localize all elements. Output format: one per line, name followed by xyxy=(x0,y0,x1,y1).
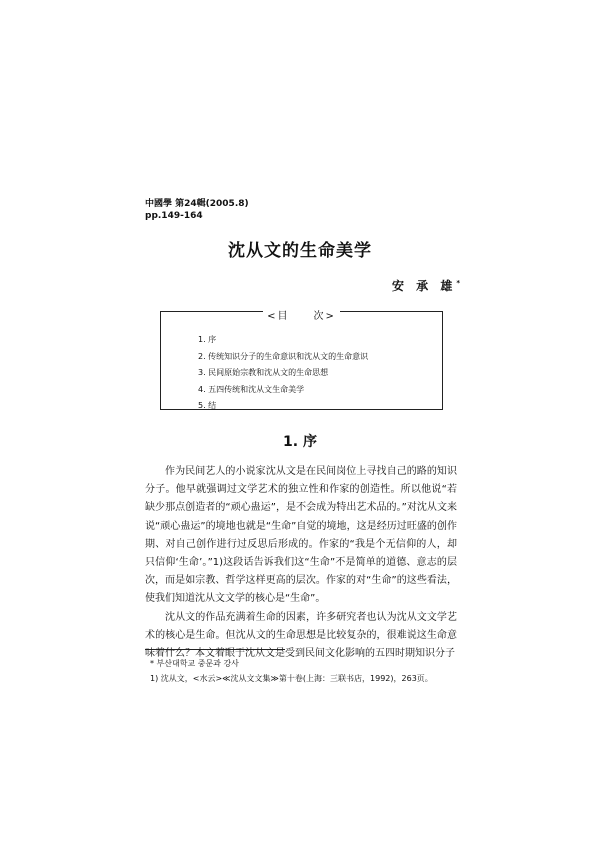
toc-heading-wrap xyxy=(161,304,442,323)
paragraph: 沈从文的作品充满着生命的因素，许多研究者也认为沈从文文学艺术的核心是生命。但沈从文的生命思想是比较复杂的，很难说这生命意味着什么？本文着眼于沈从文是受到民间文化影响的五四时期知识分子 xyxy=(145,611,457,660)
journal-volume: 中國學 第24輯(2005.8) xyxy=(145,199,249,209)
journal-pages: pp.149-164 xyxy=(145,211,203,221)
section-heading: 1. 序 xyxy=(283,434,317,450)
footnote-divider xyxy=(145,649,285,650)
toc-item: 4. 五四传统和沈从文生命美学 xyxy=(198,384,305,394)
footnote-affiliation: * 부산대학교 중문과 강사 xyxy=(150,659,239,668)
author-name: 安 承 雄 xyxy=(391,279,457,293)
footnotes xyxy=(150,656,433,686)
paper-title: 沈从文的生命美学 xyxy=(228,241,372,261)
toc-item: 3. 民间原始宗教和沈从文的生命思想 xyxy=(198,368,329,377)
toc-heading: <目 次> xyxy=(263,311,340,322)
toc-item: 2. 传统知识分子的生命意识和沈从文的生命意识 xyxy=(198,351,369,361)
paragraph: 作为民间艺人的小说家沈从文是在民间岗位上寻找自己的路的知识分子。他早就强调过文学艺术的独立性和作家的创造性。所以他说“若缺少那点创造者的“顽心蛊运”，是不会成为特出艺术品的。”对沈从文来说“顽心蛊运”的境地也就是“生命”自觉的境地，这是经历过旺盛的创作期、对自己创作进行过反思后形成的。作家的“我是个无信仰的人，却只信仰‘生命’。”1)这段话告诉我们这“生命”不是简单的道德、意志的层次，而是如宗教、哲学这样更高的层次。作家的对“生命”的这些看法，使我们知道沈从文文学的核心是“生命”。 xyxy=(145,466,457,605)
toc-item: 5. 结 xyxy=(198,401,217,410)
table-of-contents xyxy=(160,311,443,410)
journal-info xyxy=(145,198,249,222)
body-text xyxy=(145,463,457,663)
footnote-reference: 1) 沈从文，<水云>≪沈从文文集≫第十卷(上海：三联书店，1992)，263页。 xyxy=(150,674,433,683)
author xyxy=(392,277,460,294)
toc-list xyxy=(198,332,368,415)
author-footnote-mark: * xyxy=(456,279,460,287)
toc-item: 1. 序 xyxy=(198,335,217,344)
